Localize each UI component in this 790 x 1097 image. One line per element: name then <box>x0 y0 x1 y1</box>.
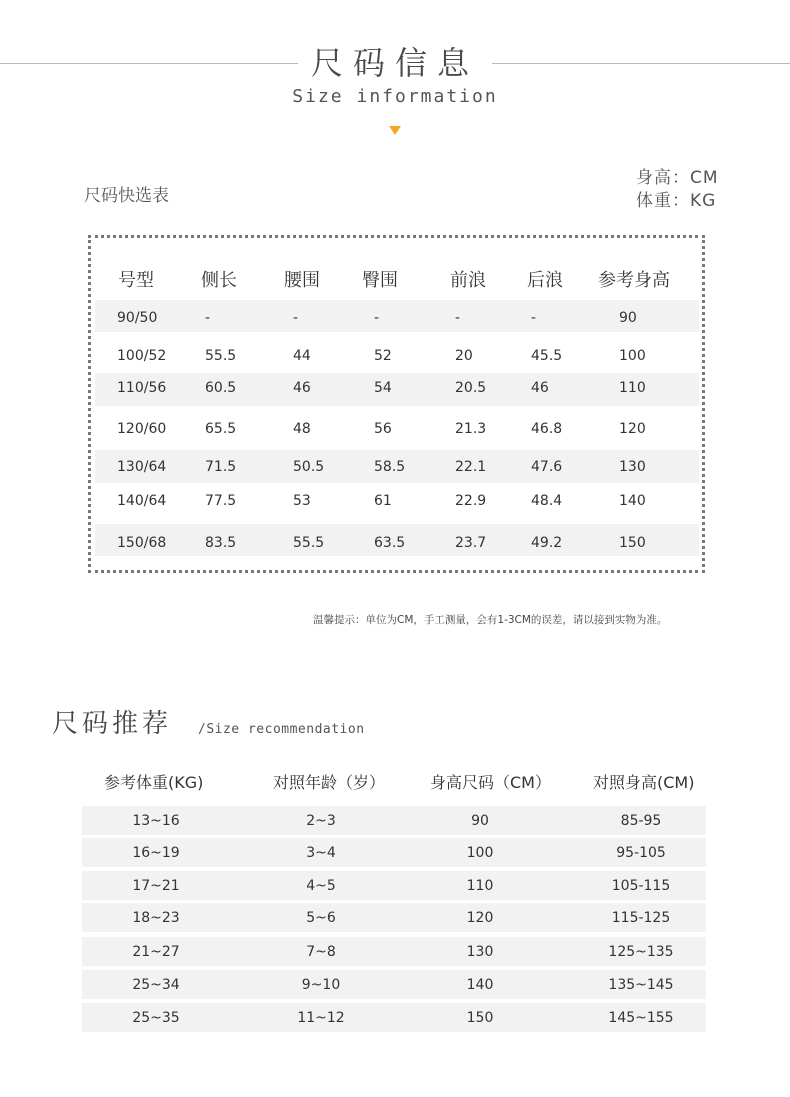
table-row-band <box>95 300 699 332</box>
size-table-cell: 65.5 <box>205 421 237 437</box>
size-table-cell: - <box>374 310 380 326</box>
size-table-cell: 140 <box>619 493 646 509</box>
size-table-cell: 44 <box>293 348 311 364</box>
size-table-cell: 60.5 <box>205 380 237 396</box>
recommend-subtitle: /Size recommendation <box>198 722 365 737</box>
recommend-cell: 115-125 <box>611 910 671 926</box>
size-table-header: 腰围 <box>284 270 320 291</box>
size-table-cell: - <box>205 310 211 326</box>
size-table-cell: 77.5 <box>205 493 237 509</box>
size-table-cell: 120 <box>619 421 646 437</box>
size-table-cell: 100/52 <box>117 348 167 364</box>
size-table-cell: 150 <box>619 535 646 551</box>
page-title: 尺码信息 <box>310 44 479 82</box>
recommend-cell: 5~6 <box>306 910 336 926</box>
size-table-cell: 61 <box>374 493 392 509</box>
recommend-cell: 145~155 <box>608 1010 674 1026</box>
size-table-cell: 55.5 <box>205 348 237 364</box>
recommend-cell: 9~10 <box>301 977 341 993</box>
size-table-header: 后浪 <box>527 270 563 291</box>
size-table-cell: 110/56 <box>117 380 167 396</box>
size-table-cell: 63.5 <box>374 535 406 551</box>
recommend-header: 对照年龄（岁） <box>273 773 386 792</box>
size-table-cell: 56 <box>374 421 392 437</box>
size-table-cell: 47.6 <box>531 459 563 475</box>
size-table-cell: 110 <box>619 380 646 396</box>
size-table-cell: 90/50 <box>117 310 158 326</box>
height-unit: 身高：CM <box>636 168 719 188</box>
size-table-cell: 20 <box>455 348 473 364</box>
size-table-cell: 23.7 <box>455 535 487 551</box>
size-table-cell: 100 <box>619 348 646 364</box>
recommend-cell: 13~16 <box>132 813 180 829</box>
size-table-cell: - <box>293 310 299 326</box>
recommend-cell: 85-95 <box>620 813 662 829</box>
size-table-cell: 52 <box>374 348 392 364</box>
recommend-cell: 18~23 <box>132 910 180 926</box>
size-table-cell: 120/60 <box>117 421 167 437</box>
recommend-cell: 90 <box>471 813 489 829</box>
size-table-cell: - <box>531 310 537 326</box>
size-table-header: 臀围 <box>362 270 398 291</box>
size-table-cell: 58.5 <box>374 459 406 475</box>
size-table-cell: 48.4 <box>531 493 563 509</box>
recommend-cell: 150 <box>466 1010 494 1026</box>
size-table-cell: 22.1 <box>455 459 487 475</box>
size-table-cell: 49.2 <box>531 535 563 551</box>
size-table-cell: 83.5 <box>205 535 237 551</box>
recommend-cell: 25~34 <box>132 977 180 993</box>
size-table-cell: 54 <box>374 380 392 396</box>
weight-unit: 体重：KG <box>636 191 717 211</box>
size-table-cell: 130/64 <box>117 459 167 475</box>
size-table-header: 侧长 <box>201 270 237 291</box>
recommend-cell: 110 <box>466 878 494 894</box>
page-subtitle: Size information <box>292 86 498 107</box>
recommend-cell: 16~19 <box>132 845 180 861</box>
size-table-header: 参考身高 <box>598 270 670 291</box>
recommend-cell: 100 <box>466 845 494 861</box>
recommend-cell: 105-115 <box>611 878 671 894</box>
size-table-cell: 22.9 <box>455 493 487 509</box>
measurement-note: 温馨提示：单位为CM，手工测量，会有1-3CM的误差，请以接到实物为准。 <box>313 614 668 626</box>
recommend-cell: 3~4 <box>306 845 336 861</box>
size-table-cell: 90 <box>619 310 637 326</box>
recommend-cell: 120 <box>466 910 494 926</box>
recommend-cell: 2~3 <box>306 813 336 829</box>
size-table-cell: 140/64 <box>117 493 167 509</box>
recommend-cell: 140 <box>466 977 494 993</box>
recommend-cell: 95-105 <box>616 845 666 861</box>
size-table-cell: 48 <box>293 421 311 437</box>
size-table-cell: 45.5 <box>531 348 563 364</box>
recommend-cell: 130 <box>466 944 494 960</box>
quick-table-label: 尺码快选表 <box>84 186 169 206</box>
recommend-cell: 7~8 <box>306 944 336 960</box>
size-table-cell: 50.5 <box>293 459 325 475</box>
size-table-cell: 20.5 <box>455 380 487 396</box>
recommend-cell: 21~27 <box>132 944 180 960</box>
size-table-cell: 71.5 <box>205 459 237 475</box>
size-table-cell: 130 <box>619 459 646 475</box>
size-table-cell: 46 <box>531 380 549 396</box>
size-table-cell: 53 <box>293 493 311 509</box>
table-row-band <box>95 373 699 406</box>
size-table-cell: 46 <box>293 380 311 396</box>
recommend-header: 参考体重(KG) <box>104 773 204 792</box>
recommend-cell: 4~5 <box>306 878 336 894</box>
size-table-cell: - <box>455 310 461 326</box>
size-table-header: 前浪 <box>450 270 486 291</box>
size-table-cell: 150/68 <box>117 535 167 551</box>
recommend-cell: 11~12 <box>297 1010 345 1026</box>
triangle-down-icon <box>389 126 401 135</box>
size-table-cell: 21.3 <box>455 421 487 437</box>
recommend-cell: 125~135 <box>608 944 674 960</box>
recommend-header: 对照身高(CM) <box>593 773 695 792</box>
recommend-cell: 135~145 <box>608 977 674 993</box>
size-table-cell: 55.5 <box>293 535 325 551</box>
recommend-header: 身高尺码（CM） <box>430 773 551 792</box>
size-table-cell: 46.8 <box>531 421 563 437</box>
recommend-cell: 25~35 <box>132 1010 180 1026</box>
recommend-cell: 17~21 <box>132 878 180 894</box>
size-table-header: 号型 <box>118 270 154 291</box>
recommend-title: 尺码推荐 <box>52 709 173 739</box>
